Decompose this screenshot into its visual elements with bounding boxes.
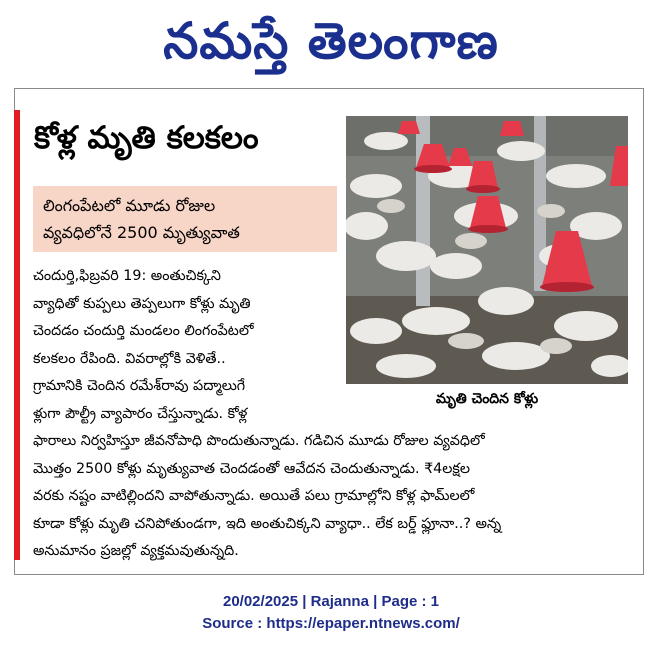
body-line: కూడా కోళ్లు మృతి చనిపోతుండగా, ఇది అంతుచిక్కని వ్యాధా.. లేక బర్డ్ ఫ్లూనా..? అన్న: [33, 515, 502, 532]
body-line: అనుమానం ప్రజల్లో వ్యక్తమవుతున్నది.: [33, 543, 239, 559]
dead-chickens-photo: [346, 116, 628, 384]
body-line: ఫారాలు నిర్వహిస్తూ జీవనోపాధి పొందుతున్నాడు. గడిచిన మూడు రోజుల వ్యవధిలో: [33, 433, 485, 449]
body-line: చెందడం చందుర్తి మండలం లింగంపేటలో: [33, 323, 254, 339]
body-line: వ్యాధితో కుప్పలు తెప్పలుగా కోళ్లు మృతి: [33, 295, 251, 312]
subheadline-line: వ్యవధిలోనే 2500 మృత్యువాత: [43, 223, 240, 242]
accent-bar: [14, 110, 20, 560]
body-line: ళ్లుగా పౌల్ట్రీ వ్యాపారం చేస్తున్నాడు. కోళ్ల: [33, 405, 248, 422]
body-line: వరకు నష్టం వాటిల్లిందని వాపోతున్నాడు. అయితే పలు గ్రామాల్లోని కోళ్ల ఫామ్‌లలో: [33, 488, 475, 504]
masthead: [0, 6, 662, 76]
subheadline-line: లింగంపేటలో మూడు రోజుల: [43, 196, 216, 215]
body-line: చందుర్తి,ఫిబ్రవరి 19: అంతుచిక్కని: [33, 268, 221, 284]
body-line: మొత్తం 2500 కోళ్లు మృత్యువాత చెందడంతో ఆవేదన చెందుతున్నాడు. ₹4లక్షల: [33, 460, 471, 477]
body-line: కలకలం రేపింది. వివరాల్లోకి వెళితే..: [33, 350, 226, 367]
photo-caption: మృతి చెందిన కోళ్లు: [435, 391, 539, 407]
footer-date-edition: 20/02/2025 | Rajanna | Page : 1: [222, 593, 439, 610]
footer-source-link[interactable]: Source : https://epaper.ntnews.com/: [202, 615, 460, 632]
body-line: గ్రామానికి చెందిన రమేశ్‌రావు పద్మాలుగే: [33, 378, 246, 394]
masthead-title: నమస్తే తెలంగాణ: [163, 12, 499, 70]
article-headline: కోళ్ల మృతి కలకలం: [34, 120, 259, 156]
article-subheadline: [33, 186, 337, 252]
article-photo: [346, 116, 628, 384]
